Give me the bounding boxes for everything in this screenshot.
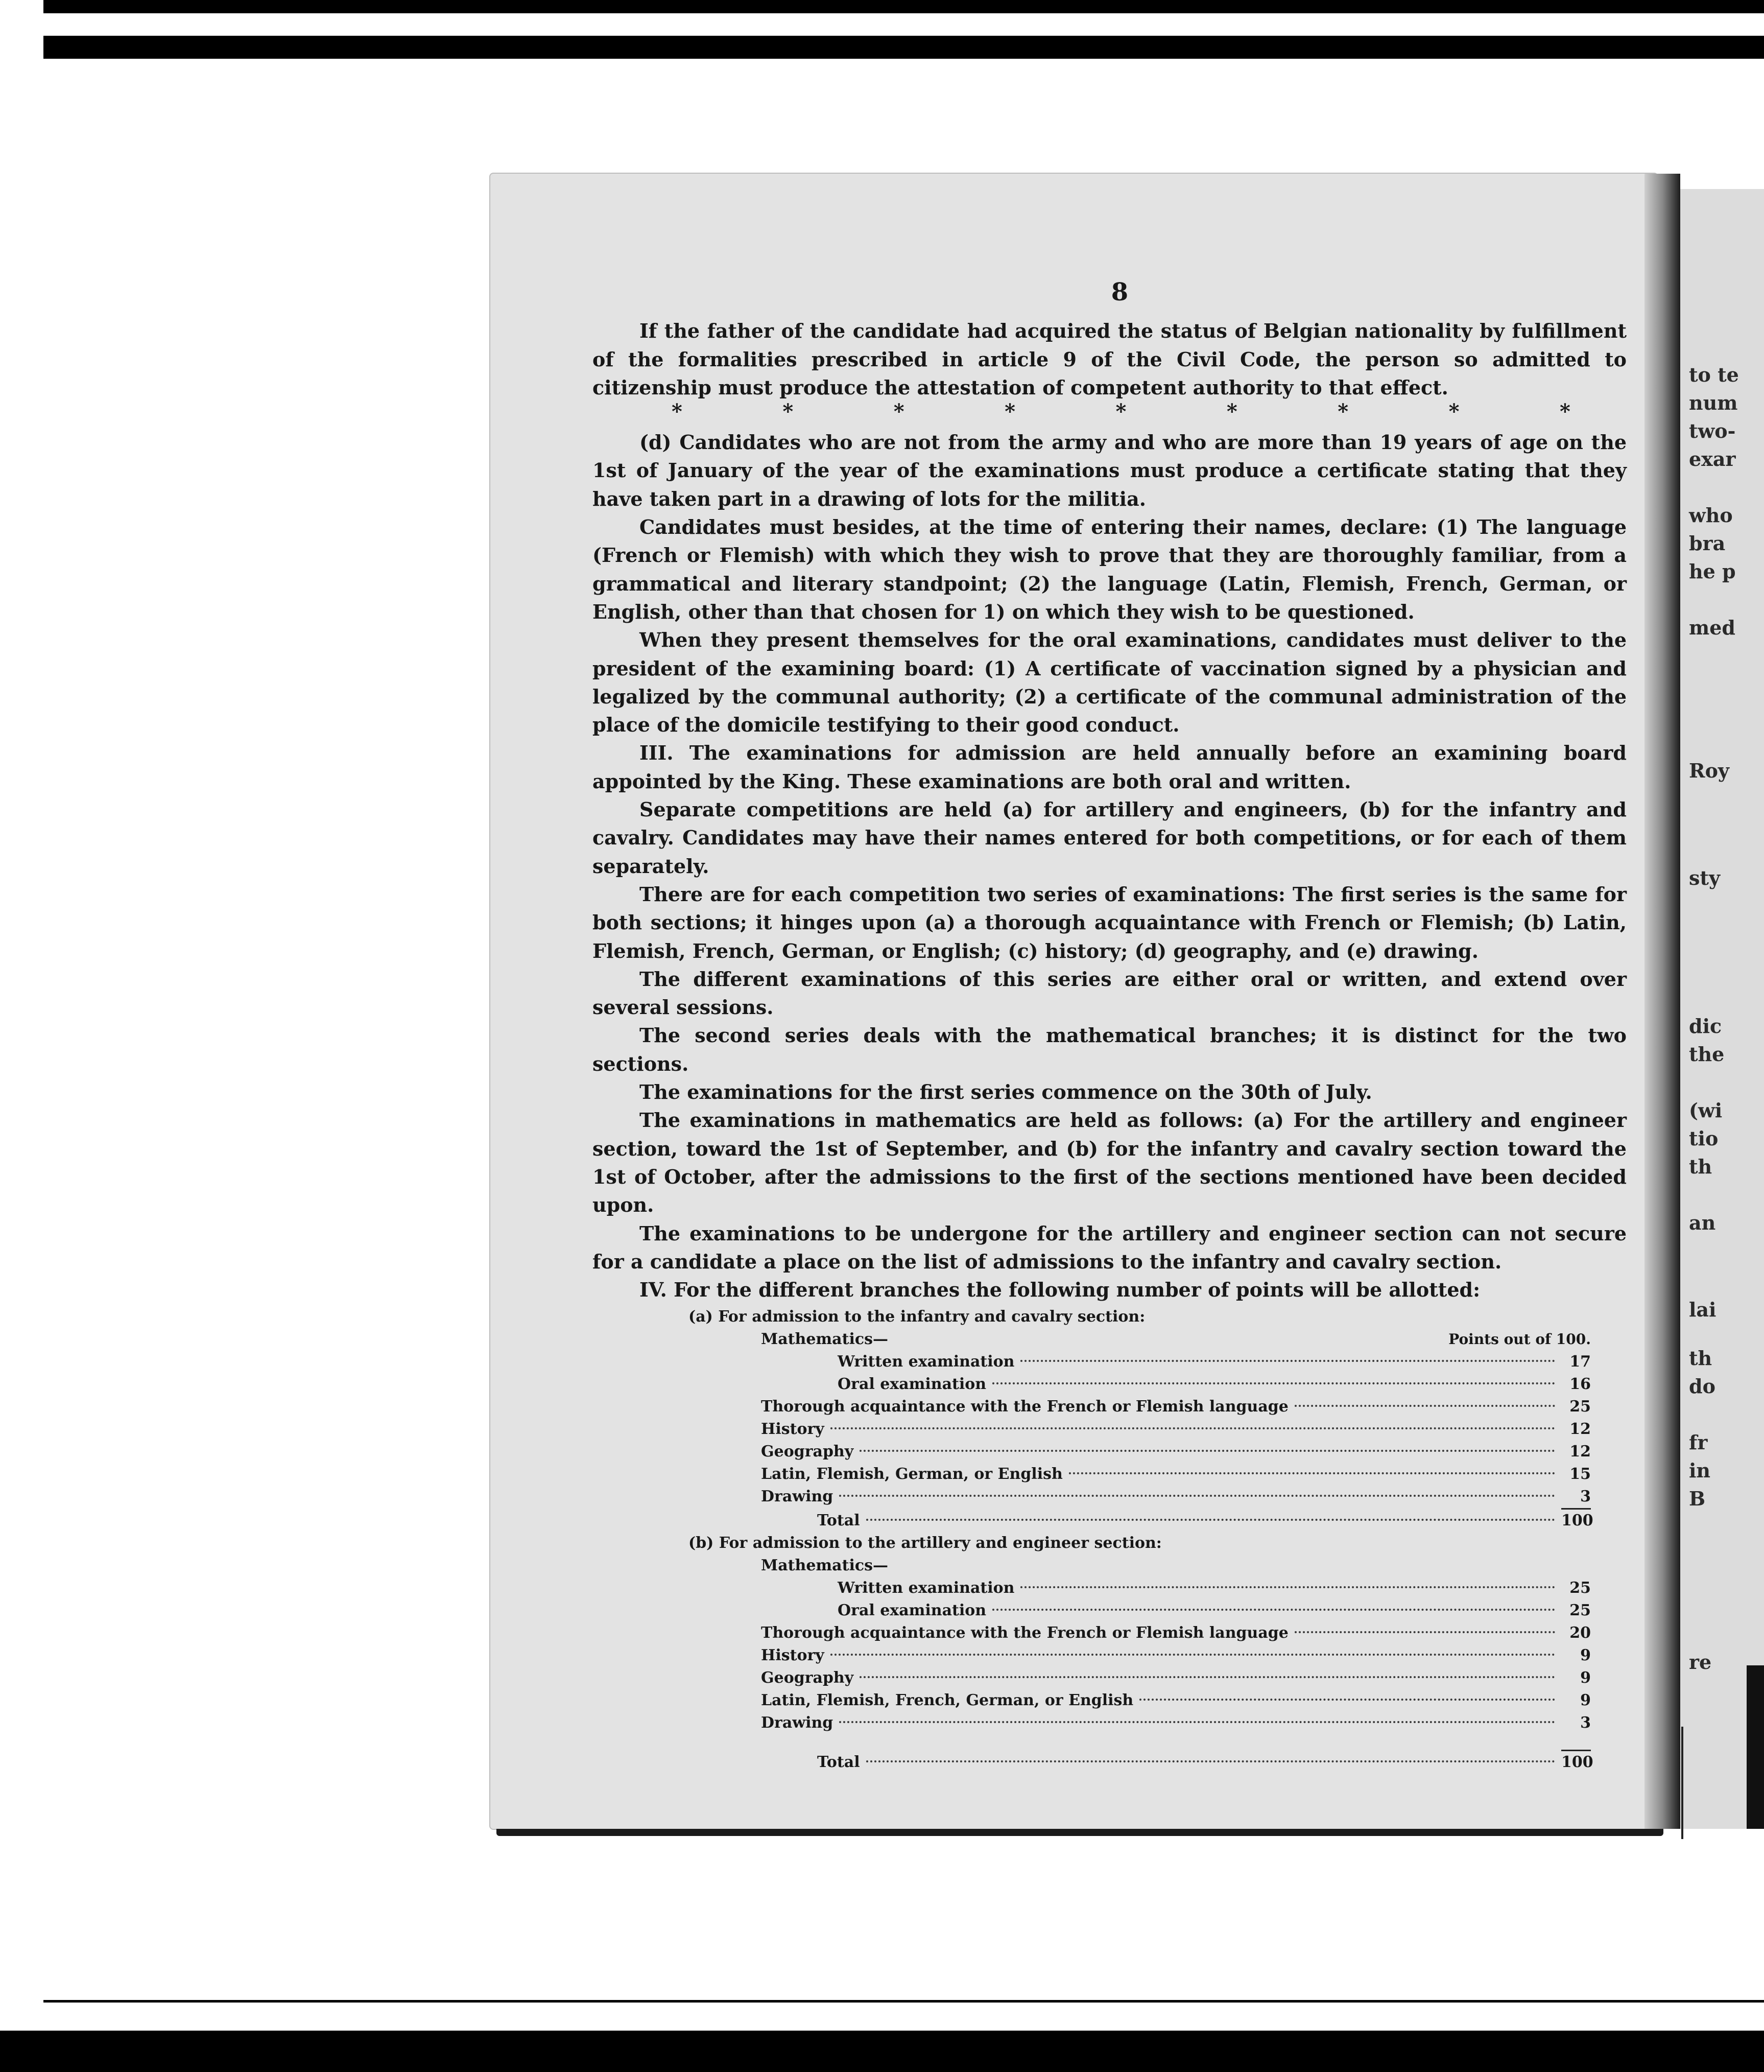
paragraph: Separate competitions are held (a) for artillery and engineers, (b) for the infantry and cavalry. Candidates may have their names entered for both competitions, or for each of them separately. xyxy=(592,798,1627,878)
paragraph: If the father of the candidate had acquired the status of Belgian nationality by fulfillment of the formalities prescribed in article 9 of the Civil Code, the person so admitted to citizenship must produce the attestation of competent authority to that effect. xyxy=(592,319,1627,399)
row-value: 3 xyxy=(1580,1714,1591,1732)
row-value: 17 xyxy=(1569,1353,1591,1371)
paragraph: Candidates must besides, at the time of entering their names, declare: (1) The language (French or Flemish) with which they wish to prove that they are thoroughly familiar, from a grammatical and literary standpoint; (2) the language (Latin, Flemish, French, German, or English, other than that chosen for 1) on which they wish to be questioned. xyxy=(592,515,1627,623)
row-label: Oral examination xyxy=(838,1375,987,1394)
adjacent-page-fragment: two- xyxy=(1689,419,1736,442)
row-label: History xyxy=(761,1420,824,1439)
dot-leader xyxy=(839,1721,1555,1723)
adjacent-page-fragment: (wi xyxy=(1689,1099,1723,1122)
table-row xyxy=(592,1599,1591,1622)
row-label: Latin, Flemish, German, or English xyxy=(761,1465,1063,1484)
row-label: Total xyxy=(817,1753,860,1772)
asterisk: * xyxy=(893,399,904,424)
scan-border-bottom xyxy=(0,2031,1764,2072)
paragraph: III. The examinations for admission are held annually before an examining board appointed by the King. These examinations are both oral and written. xyxy=(592,741,1627,793)
adjacent-page-fragment: do xyxy=(1689,1375,1715,1398)
asterisk: * xyxy=(1560,399,1570,424)
paragraph: The examinations to be undergone for the artillery and engineer section can not secure for a candidate a place on the list of admissions to the infantry and cavalry section. xyxy=(592,1221,1627,1273)
asterisk: * xyxy=(782,399,794,424)
row-label: Thorough acquaintance with the French or Flemish language xyxy=(761,1624,1289,1642)
row-value: 25 xyxy=(1569,1579,1591,1597)
section-b-rows xyxy=(592,1577,1627,1734)
row-label: Oral examination xyxy=(838,1602,987,1620)
paragraph: The examinations in mathematics are held as follows: (a) For the artillery and engineer section, toward the 1st of September, and (b) for the infantry and cavalry section toward the 1st of October, after the admissions to the first of the sections mentioned have been decided upon. xyxy=(592,1109,1627,1217)
paragraph: The different examinations of this series are either oral or written, and extend over several sessions. xyxy=(592,967,1627,1019)
row-value: 3 xyxy=(1580,1488,1591,1506)
page-gutter xyxy=(1644,174,1680,1829)
row-value: 15 xyxy=(1569,1465,1591,1484)
asterisk: * xyxy=(1115,399,1127,424)
adjacent-page-fragment: to te xyxy=(1689,363,1739,386)
paragraph: IV. For the different branches the following number of points will be allotted: xyxy=(639,1278,1481,1302)
row-value: 9 xyxy=(1580,1646,1591,1665)
dot-leader xyxy=(860,1450,1555,1452)
dot-leader xyxy=(1020,1360,1555,1362)
table-row xyxy=(592,1373,1591,1396)
adjacent-page-fragment: tio xyxy=(1689,1127,1719,1150)
asterisk-separator xyxy=(592,399,1627,424)
dot-leader xyxy=(860,1676,1555,1678)
row-label: Thorough acquaintance with the French or Flemish language xyxy=(761,1398,1289,1416)
row-value: 9 xyxy=(1580,1669,1591,1687)
dot-leader xyxy=(1295,1631,1555,1633)
points-table xyxy=(592,1306,1627,1774)
page-number: 8 xyxy=(1111,278,1129,307)
paragraph: The examinations for the first series commence on the 30th of July. xyxy=(639,1080,1372,1104)
dot-leader xyxy=(992,1382,1555,1384)
mathematics-heading: Mathematics— xyxy=(761,1557,888,1575)
scan-border-top xyxy=(0,0,1764,13)
page-spine xyxy=(1681,1727,1683,1839)
page-edge xyxy=(1747,1665,1764,1829)
adjacent-page-fragment: th xyxy=(1689,1347,1712,1370)
row-label: Drawing xyxy=(761,1714,833,1732)
table-row xyxy=(592,1622,1591,1644)
row-label: Geography xyxy=(761,1443,854,1461)
dot-leader xyxy=(1295,1405,1555,1407)
row-value: 9 xyxy=(1580,1691,1591,1710)
table-row xyxy=(592,1689,1591,1712)
table-row xyxy=(592,1486,1591,1508)
dot-leader xyxy=(1139,1699,1555,1701)
row-value: 100 xyxy=(1561,1750,1591,1774)
section-a-rows xyxy=(592,1351,1627,1508)
paragraph: When they present themselves for the oral examinations, candidates must deliver to the president of the examining board: (1) A certificate of vaccination signed by a physician and legalized by the communal authority; (2) a certificate of the communal administration of the place of the domicile testifying to their good conduct. xyxy=(592,628,1627,737)
adjacent-page-fragment: fr xyxy=(1689,1431,1708,1454)
table-row xyxy=(592,1396,1591,1418)
asterisk: * xyxy=(1226,399,1237,424)
dot-leader xyxy=(830,1427,1555,1429)
table-row xyxy=(592,1667,1591,1689)
mathematics-heading: Mathematics— xyxy=(761,1330,888,1349)
dot-leader xyxy=(839,1495,1555,1497)
adjacent-page-fragment: an xyxy=(1689,1211,1716,1234)
adjacent-page-fragment: B xyxy=(1689,1487,1706,1510)
table-row xyxy=(592,1750,1591,1774)
adjacent-page-fragment: he p xyxy=(1689,560,1736,583)
asterisk: * xyxy=(1005,399,1016,424)
table-row xyxy=(592,1463,1591,1486)
section-a-header xyxy=(592,1328,1591,1351)
adjacent-page-fragment: sty xyxy=(1689,866,1721,889)
adjacent-page-fragment: in xyxy=(1689,1459,1711,1482)
scan-margin-left xyxy=(0,0,43,2031)
adjacent-page-fragment: med xyxy=(1689,616,1735,639)
adjacent-page-fragment: exar xyxy=(1689,448,1736,470)
asterisk: * xyxy=(1448,399,1460,424)
row-label: Written examination xyxy=(838,1579,1015,1597)
row-value: 12 xyxy=(1569,1443,1591,1461)
dot-leader xyxy=(830,1654,1555,1656)
table-row xyxy=(592,1508,1591,1532)
dot-leader xyxy=(866,1760,1555,1762)
adjacent-page-fragment: num xyxy=(1689,391,1738,414)
row-label: Latin, Flemish, French, German, or English xyxy=(761,1691,1134,1710)
dot-leader xyxy=(992,1609,1555,1611)
row-value: 25 xyxy=(1569,1602,1591,1620)
dot-leader xyxy=(1020,1586,1555,1588)
row-value: 12 xyxy=(1569,1420,1591,1439)
adjacent-page-fragment: lai xyxy=(1689,1298,1717,1321)
table-row xyxy=(592,1418,1591,1441)
paragraph: There are for each competition two series of examinations: The first series is the same for both sections; it hinges upon (a) a thorough acquaintance with French or Flemish; (b) Latin, Flemish, French, German, or English; (c) history; (d) geography, and (e) drawing. xyxy=(592,882,1627,962)
adjacent-page-fragment: bra xyxy=(1689,532,1726,555)
row-value: 100 xyxy=(1561,1508,1591,1532)
points-header: Points out of 100. xyxy=(1448,1331,1591,1348)
row-label: Drawing xyxy=(761,1488,833,1506)
adjacent-page xyxy=(1678,189,1764,1829)
table-row xyxy=(592,1577,1591,1599)
table-row xyxy=(592,1644,1591,1667)
row-label: Written examination xyxy=(838,1353,1015,1371)
paragraph: The second series deals with the mathematical branches; it is distinct for the two sections. xyxy=(592,1024,1627,1075)
row-label: Geography xyxy=(761,1669,854,1687)
table-row xyxy=(592,1351,1591,1373)
adjacent-page-fragment: th xyxy=(1689,1155,1712,1178)
paragraph: (d) Candidates who are not from the army and who are more than 19 years of age on the 1st of January of the year of the examinations must produce a certificate stating that they have taken part in a drawing of lots for the militia. xyxy=(592,431,1627,510)
adjacent-page-fragment: the xyxy=(1689,1043,1725,1066)
row-label: History xyxy=(761,1646,824,1665)
dot-leader xyxy=(866,1519,1555,1521)
table-row xyxy=(592,1441,1591,1463)
adjacent-page-fragment: who xyxy=(1689,504,1733,527)
row-value: 25 xyxy=(1569,1398,1591,1416)
page-text xyxy=(592,278,1627,1774)
adjacent-page-fragment: Roy xyxy=(1689,759,1730,782)
adjacent-page-fragment: dic xyxy=(1689,1015,1722,1038)
adjacent-page-fragment: re xyxy=(1689,1651,1712,1674)
section-a-title: (a) For admission to the infantry and cavalry section: xyxy=(688,1308,1146,1326)
row-value: 16 xyxy=(1569,1375,1591,1394)
row-value: 20 xyxy=(1569,1624,1591,1642)
asterisk: * xyxy=(1338,399,1349,424)
row-label: Total xyxy=(817,1512,860,1530)
asterisk: * xyxy=(672,399,682,424)
dot-leader xyxy=(1069,1472,1555,1474)
table-row xyxy=(592,1712,1591,1734)
section-b-header xyxy=(592,1555,1591,1577)
section-b-title: (b) For admission to the artillery and engineer section: xyxy=(688,1534,1162,1552)
